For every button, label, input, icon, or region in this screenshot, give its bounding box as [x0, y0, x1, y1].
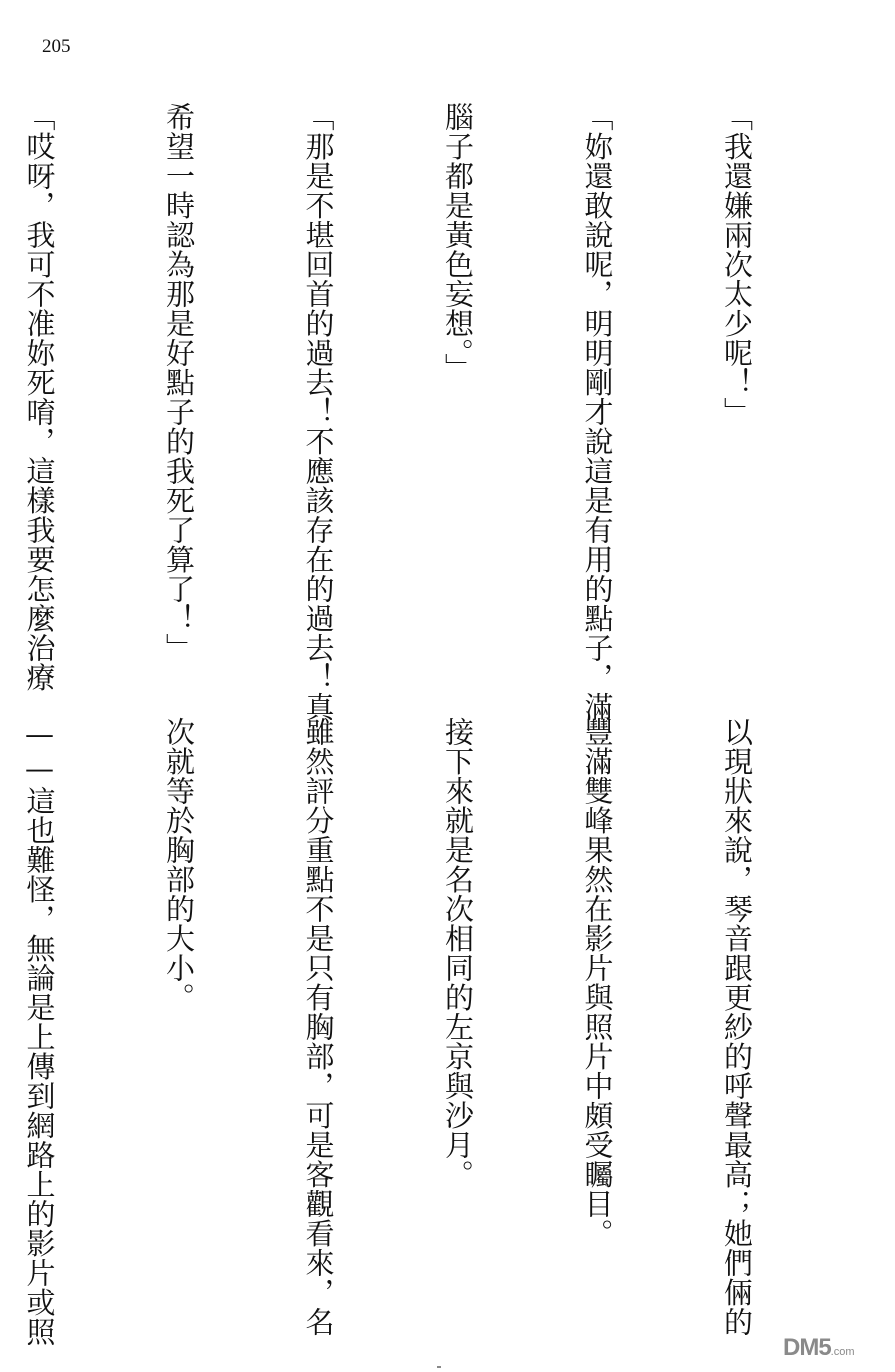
text-line: 接下來就是名次相同的左京與沙月。: [441, 717, 475, 1189]
text-line: 次就等於胸部的大小。: [162, 717, 196, 1012]
watermark-brand: DM5: [783, 1334, 831, 1361]
text-line: 希望一時認為那是好點子的我死了算了！」: [162, 102, 196, 663]
text-line: 豐滿雙峰果然在影片與照片中頗受矚目。: [580, 717, 615, 1248]
page-number: 205: [42, 36, 71, 57]
text-line: 雖然評分重點不是只有胸部，可是客觀看來，名: [301, 717, 336, 1337]
text-line: 「我還嫌兩次太少呢！」: [720, 102, 754, 427]
text-line: 「妳還敢說呢，明明剛才說這是有用的點子，滿: [580, 102, 615, 722]
text-line: ——這也難怪，無論是上傳到網路上的影片或照: [22, 717, 57, 1347]
watermark-suffix: .com: [830, 1346, 855, 1358]
top-text-column: [22, 102, 853, 722]
text-line: 腦子都是黃色妄想。」: [441, 102, 475, 383]
text-line: 以現狀來說，琴音跟更紗的呼聲最高；她們倆的: [720, 717, 754, 1337]
bottom-text-column: [22, 717, 853, 1347]
scan-dot: [437, 1366, 441, 1368]
dm5-watermark-logo: [783, 1334, 873, 1362]
text-line: 「哎呀，我可不准妳死唷，這樣我要怎麼治療: [22, 102, 57, 692]
text-line: 「那是不堪回首的過去！不應該存在的過去！真: [301, 102, 336, 722]
